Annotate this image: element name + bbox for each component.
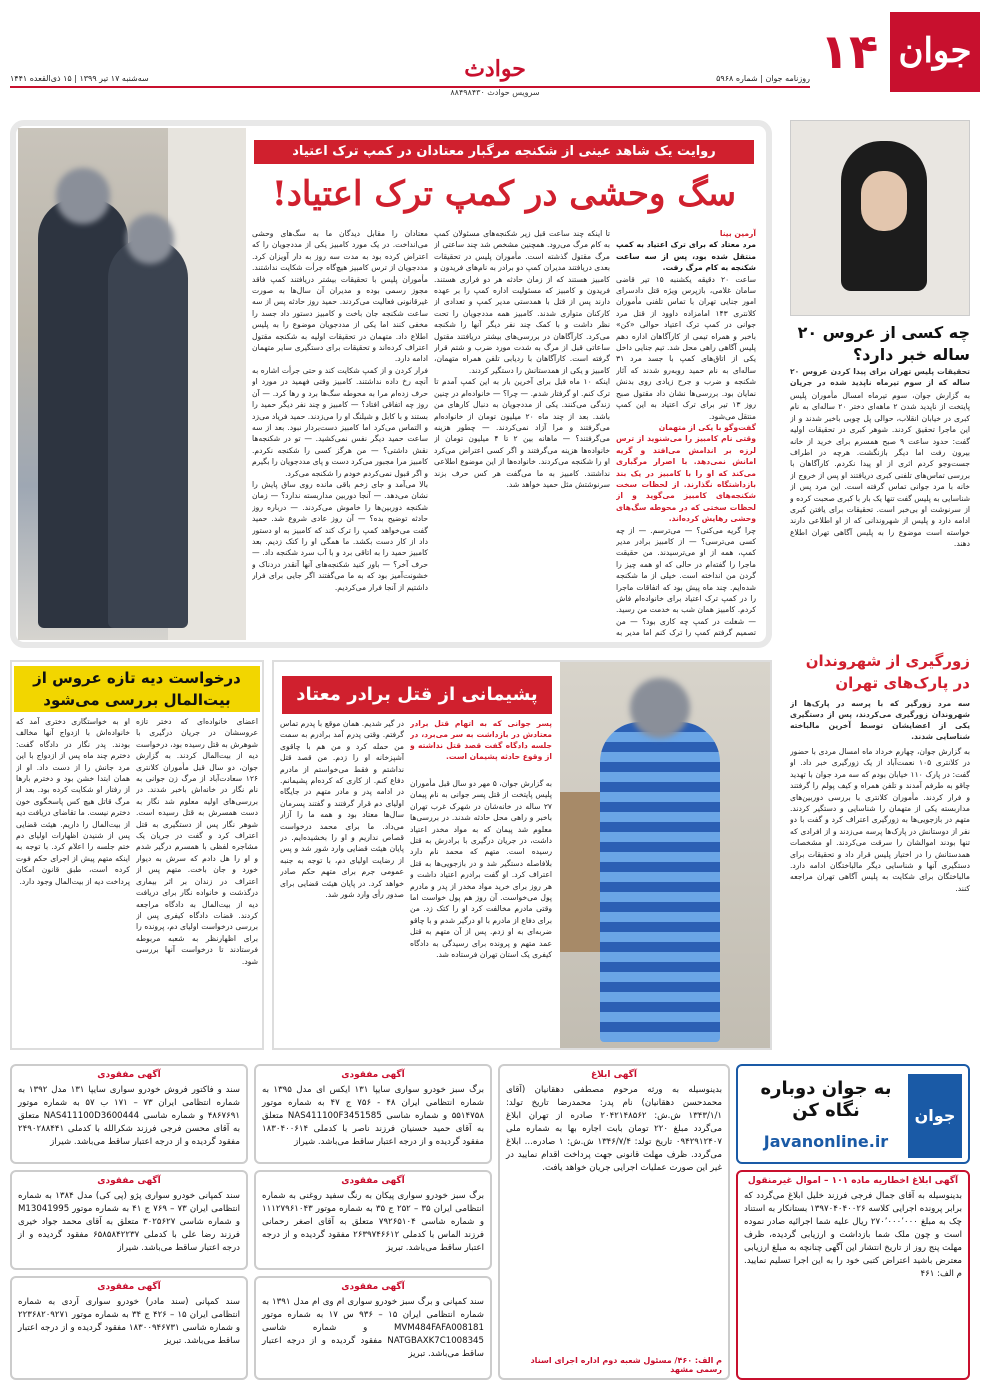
header-divider [10, 86, 810, 88]
blurred-face-3 [630, 678, 690, 738]
main-col3-text-c: بالا می‌آمد و جای زخم باقی مانده روی ساق پایش را نشان می‌دهد. — آنجا دوربین مداربسته ندارد؟ — زمان شکنجه دوربین‌ها را خاموش می‌کردند. — درباره روز حادثه توضیح بده؟ — آن روز عادی شروع شد. حمید گفت می‌خواهد کمپ را ترک کند که کامبیز به او دستور داد از کار دست بکشد. ما همگی او را کتک زدیم. بعد کامبیز حمید را به اتاقی برد و با آب سرد شکنجه داد. — حرف آخر؟ — باور کنید شکنجه‌های آنها آنقدر دردناک و خشونت‌آمیز بود که به ما می‌گفتند اگر جایی برای فرار داشتیم از آنجا فرار می‌کردیم. [252, 479, 428, 592]
issue-info: روزنامه جوان | شماره ۵۹۶۸ [716, 74, 810, 83]
ad-title: آگهی مفقودی [341, 1176, 405, 1186]
mid-col-1: به گزارش جوان، ۵ مهر دو سال قبل مأموران پلیس پایتخت از قتل پسر جوانی به نام پیمان ۲۷ ساله در خانه‌شان در شهرک غرب تهران باخبر و راهی محل حادثه شدند. در بررسی‌ها معلوم شد پیمان که به مواد مخدر اعتیاد داشت، در جریان درگیری با برادرش به قتل رسیده است. متهم که محمد نام دارد بلافاصله دستگیر شد و در بازجویی‌ها به قتل اعتراف کرد. او گفت برادرم اعتیاد داشت و هر روز برای خرید مواد مخدر از پدر و مادرم پول می‌خواست. آن روز هم پول خواست اما وقتی مادرم مخالفت کرد او را کتک زد. من برای دفاع از مادرم با او درگیر شدم و با چاقو ضربه‌ای به او زدم. پس از آن متهم به قتل عمد متهم و پرونده برای رسیدگی به دادگاه کیفری یک استان تهران فرستاده شد. [410, 779, 552, 960]
ad-body: بدینوسیله به آقای جمال فرجی فرزند خلیل ابلاغ می‌گردد که برابر پرونده اجرایی کلاسه ۱۳۹۷۰۴۰۴۰۰۲۶ بستانکار به استناد چک به مبلغ ۲۷۰٬۰۰۰٬۰۰۰ ریال علیه شما اجرائیه صادر نموده است و چون ملک شما بازداشت و ارزیابی گردیده، ظرف مهلت پنج روز از تاریخ انتشار این آگهی چنانچه به مبلغ ارزیابی معترض باشید اعتراض کتبی خود را به این اجرا تسلیم نمایید. م الف: ۴۶۱ [744, 1191, 963, 1279]
suspect-figure-2 [108, 238, 188, 628]
classified-ad-notice [498, 1064, 730, 1380]
missing-bride-photo [790, 120, 970, 316]
ad-body: سند و فاکتور فروش خودرو سواری سایپا ۱۳۱ مدل ۱۳۹۲ به شماره انتظامی ایران ۷۳ – ۱۷۱ ب ۵۷ به شماره موتور ۴۸۶۷۶۹۱ و شماره شاسی NAS411100D3600444 متعلق به آقای محسن فرجی فرزند شکرالله با کدملی ۲۴۹۰۲۸۸۴۴۱ مفقود گردیده و از درجه اعتبار ساقط می‌باشد. شیراز [18, 1085, 240, 1147]
ad-title: آگهی مفقودی [97, 1282, 161, 1292]
main-story-photo [18, 128, 246, 640]
right-story-lead: تحقیقات پلیس تهران برای پیدا کردن عروس ۲۰ ساله که از سوم تیرماه ناپدید شده در جریان [790, 367, 970, 387]
ad-body: بدینوسیله به ورثه مرحوم مصطفی دهقانیان (آقای محمدحسن دهقانیان) نام پدر: محمدرضا تاریخ تولد: ۱۳۴۳/۱/۱ ش.ش: ۲۰۴۲۱۴۸۵۶۲ صادره از تهران ابلاغ می‌گردد مبلغ ۲۲۰ تومان بابت اجاره بها به شماره ملی ۰۹۴۲۹۱۲۴۰۷ تاریخ تولد: ۱۳۴۶/۷/۴ ش.ش: ۱ صادره... ابلاغ می‌گردد. ظرف مهلت قانونی جهت پرداخت اقدام نمایید در غیر این صورت عملیات اجرایی جریان خواهد یافت. [506, 1085, 723, 1173]
ad-title: آگهی مفقودی [341, 1070, 405, 1080]
classified-ad [10, 1276, 248, 1380]
ad-title: آگهی ابلاغ [591, 1070, 637, 1080]
ad-body: سند کمپانی خودرو سواری پژو (پی کی) مدل ۱۳۸۴ به شماره انتظامی ایران ۷۳ – ۷۶۹ ج ۴۱ به شماره موتور M13041995 و شماره شاسی ۳۰۲۵۶۲۷ متعلق به آقای محمد جواد خیری فرزند رضا علی با کدملی ۶۵۸۵۸۴۲۲۳۷ مفقود گردیده و از درجه اعتبار ساقط می‌باشد. شیراز [18, 1191, 240, 1253]
main-col2-text-b: اینکه ۱۰ ماه قبل برای آخرین بار به این کمپ آمدم تا ترک کنم. او گرفتار شدم. — چرا؟ — خانواده‌ام در چنین زندگی می‌کنند. یکی از مددجویان به دنبال کارهای من باشد. بعد از چند ماه ۲۰ میلیون تومان از خانواده‌ام می‌گرفتند و مرا آزاد نمی‌کردند. — چطور هزینه می‌گرفتند؟ — ماهانه بین ۲ تا ۴ میلیون تومان از خانواده‌ها هزینه می‌گرفتند و اگر کسی اعتراض می‌کرد او را شکنجه می‌کردند. خانواده‌ها از این موضوع اطلاعی نداشتند. کامبیز به ما می‌گفت هر کس حرف بزند سرنوشتش مثل حمید خواهد شد. [434, 377, 610, 489]
right-story-body: به گزارش جوان، سوم تیرماه امسال مأموران پلیس پایتخت از ناپدید شدن ۲ ماهه‌ای دختر ۲۰ ساله‌ای به نام کبری در خیابان انقلاب، حوالی پل چوبی باخبر شدند و از این ماجرا تحقیق کردند. شوهر کبری در تحقیقات اولیه گفت: حدود ساعت ۹ صبح همسرم برای خرید از خانه بیرون رفت اما دیگر بازنگشت. هرچه در اطراف جست‌وجو کردم اثری از او پیدا نکردم. کارآگاهان با بررسی تماس‌های تلفنی کبری دریافتند او پس از خروج از خانه با مرد جوانی تماس گرفته است. این مرد پس از شناسایی به پلیس گفت تنها یک بار با کبری صحبت کرده و از سرنوشت او بی‌خبر است. تحقیقات برای یافتن کبری ادامه دارد و پلیس از شهروندانی که از او اطلاعی دارند خواسته است موضوع را به پلیس آگاهی تهران اطلاع دهند. [790, 391, 970, 549]
mid-story-lead: پسر جوانی که به اتهام قتل برادر معتادش در بازداشت به سر می‌برد، در جلسه دادگاه گفت قصد قتل نداشته و از وقوع حادثه پشیمان است. [410, 719, 552, 761]
classified-ad-legal [736, 1170, 970, 1380]
main-col-3 [252, 228, 428, 640]
page-number: ۱۴ [819, 24, 879, 80]
mid-col-2: در گیر شدیم. همان موقع با پدرم تماس گرفتم. وقتی پدرم آمد برادرم به سمت من حمله کرد و من هم با چاقوی آشپزخانه او را زدم. من قصد قتل نداشتم و فقط می‌خواستم از مادرم دفاع کنم. از کاری که کرده‌ام پشیمانم. در ادامه پدر و مادر متهم در جایگاه اولیای دم قرار گرفتند و گفتند پسرمان سال‌ها معتاد بود و همه ما را آزار می‌داد. ما برای محمد درخواست قصاص نداریم و او را بخشیده‌ایم. در پایان هیئت قضایی وارد شور شد و پس از رضایت اولیای دم، با توجه به جنبه عمومی جرم برای متهم حکم صادر خواهد کرد. در پایان هیئت قضایی برای صدور رأی وارد شور شد. [280, 719, 404, 900]
main-col2-text: تا اینکه چند ساعت قبل زیر شکنجه‌های مسئولان کمپ به کام مرگ می‌رود. همچنین مشخص شد چند ساعتی از مرگ مقتول گذشته است. مأموران پلیس در تحقیقات بعدی دریافتند مدیران کمپ دو برادر به نام‌های فریدون و کامبیز هستند که از زمان حادثه هر دو فراری هستند. فریدون و کامبیز که مسئولیت اداره کمپ را بر عهده دارند پس از قتل با همدستی مدیر کمپ و تعدادی از کارکنان متواری شدند. کامبیز همه مددجویان را تحت نظر داشت و با کمک چند نفر دیگر آنها را شکنجه می‌کرد. کارآگاهان در بررسی‌های بیشتر دریافتند مقتول ساعاتی قبل از مرگ به شدت مورد ضرب و شتم قرار گرفته است. کارآگاهان با ردیابی تلفن همراه متهمان، کامبیز و یکی از همدستانش را دستگیر کردند. [434, 229, 610, 375]
right-story2-title: زورگیری از شهروندان در پارک‌های تهران [805, 652, 970, 692]
ad-body: برگ سبز خودرو سواری سایپا ۱۳۱ ایکس ای مدل ۱۳۹۵ به شماره انتظامی ایران ۴۸ - ۷۵۶ ج ۴۷ به شماره موتور ۵۵۱۴۷۵۸ و شماره شاسی NAS411100F3451585 متعلق به آقای حمید حسنیان فرزند ناصر با کدملی ۱۸۳۰۴۰۰۶۱۴ مفقود گردیده و از درجه اعتبار ساقط می‌باشد. شیراز [262, 1085, 484, 1147]
section-phone: سرویس حوادث ۸۸۴۹۸۴۳۰ [450, 88, 540, 97]
mid-story-title: پشیمانی از قتل برادر معتاد [282, 676, 552, 714]
right-story2-body: به گزارش جوان، چهارم خرداد ماه امسال مردی با حضور در کلانتری ۱۰۵ نعمت‌آباد از یک زورگیری خبر داد. او گفت: در پارک ۱۱۰ خیابان بودم که سه مرد جوان با تهدید چاقو به طرفم آمدند و تلفن همراه و کیف پولم را گرفتند و فرار کردند. مأموران کلانتری با بررسی دوربین‌های مداربسته یکی از متهمان را شناسایی و دستگیر کردند. متهم در بازجویی‌ها به زورگیری اعتراف کرد و گفت با دو نفر از دوستانش در پارک‌ها پرسه می‌زدند و از افرادی که تنها بودند اموالشان را سرقت می‌کردند. او مشخصات همدستانش را در اختیار پلیس قرار داد و تحقیقات برای دستگیری آنها و شناسایی دیگر مالباختگان ادامه دارد. مالباختگان برای شکایت به پلیس آگاهی تهران مراجعه کنند. [790, 747, 970, 893]
javan-promo[interactable] [736, 1064, 970, 1164]
main-headline: سگ وحشی در کمپ ترک اعتیاد! [271, 174, 737, 214]
ad-body: سند کمپانی و برگ سبز خودرو سواری ام وی ام مدل ۱۳۹۱ به شماره انتظامی ایران ۱۵ – ۹۳۶ س ۱۷ به شماره موتور MVM484FAFA008181 و شماره شاسی NATGBAXK7C1008345 مفقود گردیده و از درجه اعتبار ساقط می‌باشد. تبریز [262, 1297, 485, 1359]
section-title: حوادث [464, 56, 526, 82]
right-story2-lead: سه مرد زورگیر که با پرسه در پارک‌ها از شهروندان زورگیری می‌کردند، پس از دستگیری یکی از اعضایشان توسط آخرین مالباخته شناسایی شدند. [790, 699, 970, 741]
main-col3-text: معتادان را مقابل دیدگان ما به سگ‌های وحشی می‌انداخت. در یک مورد کامبیز یکی از مددجویان را که اعتراض کرده بود به مدت سه روز به دار آویزان کرد. مددجویان از ترس کامبیز هیچ‌گاه جرأت شکایت نداشتند. مأموران پلیس با تحقیقات بیشتر دریافتند کمپ فاقد مجوز رسمی بوده و مدیران آن سال‌ها به صورت غیرقانونی فعالیت می‌کردند. حمید روز حادثه پس از سه ساعت شکنجه جان باخت و کامبیز دستور داد جسد را مخفی کنند اما یکی از مددجویان موضوع را به پلیس اطلاع داد. متهمان در تحقیقات اولیه به شکنجه مقتول اعتراف کرده‌اند و تحقیقات برای دستگیری سایر متهمان ادامه دارد. [252, 229, 428, 364]
main-lead: مرد معتاد که برای ترک اعتیاد به کمپ منتقل شده بود، پس از سه ساعت شکنجه به کام مرگ رفت. [616, 240, 756, 273]
main-col-1 [616, 228, 756, 640]
javan-promo-text: به جوان دوباره نگاه کن [760, 1078, 892, 1121]
javan-url-link[interactable]: Javanonline.ir [763, 1132, 889, 1151]
right-story-title: چه کسی از عروس ۲۰ ساله خبر دارد؟ [797, 323, 970, 364]
classified-ad [254, 1170, 492, 1270]
header-date: سه‌شنبه ۱۷ تیر ۱۳۹۹ | ۱۵ ذی‌القعده ۱۴۴۱ [10, 74, 149, 83]
left-col-1: اعضای خانواده‌ای که دختر تازه عروسشان در جریان درگیری با شوهرش به قتل رسیده بود، درخواست دیه از بیت‌المال کردند. به گزارش جوان، دو سال قبل مأموران کلانتری ۱۲۶ سعادت‌آباد از مرگ زن جوانی به نام نگار در خانه‌اش باخبر شدند. در بررسی‌های اولیه معلوم شد نگار به دست همسرش به قتل رسیده است. شوهر نگار پس از دستگیری به قتل اعتراف کرد و گفت در جریان یک مشاجره لفظی با همسرم درگیر شدم و او را هل دادم که سرش به دیوار خورد و جان باخت. متهم پس از اعتراف در زندان بر اثر بیماری درگذشت و خانواده نگار برای دریافت دیه از بیت‌المال به دادگاه مراجعه کردند. قضات دادگاه کیفری پس از بررسی درخواست اولیای دم، پرونده را برای اظهارنظر به شعبه مربوطه فرستادند تا درخواست آنها بررسی شود. [136, 717, 258, 966]
main-col1-text: ساعت ۲۰ دقیقه یکشنبه ۱۵ تیر قاضی سامان غلامی، بازپرس ویژه قتل دادسرای امور جنایی تهران با تماس تلفنی مأموران کلانتری ۱۴۳ امامزاده داوود از قتل مرد جوانی در کمپ ترک اعتیاد حوالی «کن» باخبر و همراه تیمی از کارآگاهان اداره دهم پلیس آگاهی راهی محل شد. تیم جنایی داخل یکی از اتاق‌های کمپ با جسد مرد ۳۱ ساله‌ای به نام حمید روبه‌رو شدند که آثار شکنجه و ضرب و جرح زیادی روی بدنش نمایان بود. بررسی‌ها نشان داد مقتول صبح روز ۱۳ تیر برای ترک اعتیاد به این کمپ منتقل می‌شود. [616, 274, 756, 421]
ad-title: آگهی مفقودی [341, 1282, 405, 1292]
classified-ad [254, 1276, 492, 1380]
main-kicker: روایت یک شاهد عینی از شکنجه مرگبار معتادان در کمپ ترک اعتیاد [254, 140, 754, 164]
ad-footer: م الف: ۴۶۰/ مسئول شعبه دوم اداره اجرای اسناد رسمی مشهد [530, 1356, 722, 1374]
left-story-title: درخواست دیه تازه عروس از بیت‌المال بررسی می‌شود [14, 666, 260, 712]
mid-story-photo [560, 662, 770, 1048]
left-col-2: او به خواستگاری دختری آمد که خانواده‌اش با ازدواج آنها مخالف بودند. پدر نگار در دادگاه گفت: دخترم چند ماه پس از ازدواج با این مرد جانش را از دست داد. او از همان ابتدا خشن بود و دخترم بارها از رفتار او شکایت کرده بود. بعد از مرگ قاتل هیچ کس پاسخگوی خون دخترم نیست. ما تقاضای دریافت دیه از بیت‌المال را داریم. هیئت قضایی پس از شنیدن اظهارات اولیای دم ختم جلسه را اعلام کرد. با توجه به اینکه متهم پیش از اجرای حکم فوت کرده است، طبق قانون امکان پرداخت دیه از بیت‌المال وجود دارد. [16, 717, 130, 886]
javan-logo: جوان [908, 1074, 962, 1158]
ad-title: آگهی ابلاغ اخطاریه ماده ۱۰۱ – اموال غیرمنقول [747, 1176, 959, 1186]
classified-ad [10, 1064, 248, 1164]
ad-title: آگهی مفقودی [97, 1176, 161, 1186]
main-pullquote: وقتی نام کامبیز را می‌شنوید از ترس لرزه بر اندامش می‌افتد و گریه امانش نمی‌دهد. با اصرار مرگباری می‌کند که او را با کامبیز در یک بند بازداشتگاه نگذارند. از لحظات سخت شکنجه‌های کامبیز می‌گوید و از لحظات سختی که در محوطه سگ‌های وحشی رهایش کرده‌اند. [616, 434, 756, 524]
masthead-logo: جوان [890, 12, 980, 92]
ad-title: آگهی مفقودی [97, 1070, 161, 1080]
ad-body: سند کمپانی (سند مادر) خودرو سواری آردی به شماره انتظامی ایران ۱۵ – ۴۲۶ ج ۳۴ به شماره موتور ۲۲۳۶۸۲۰۹۲۷۱ و شماره شاسی ۱۸۳۰۰۹۴۶۷۳۱ مفقود گردیده و از درجه اعتبار ساقط می‌باشد. تبریز [18, 1297, 240, 1346]
inmate-figure [600, 722, 720, 1042]
main-subhead: گفت‌وگو با یکی از متهمان [658, 422, 756, 432]
blurred-face-2 [126, 214, 174, 264]
ad-body: برگ سبز خودرو سواری پیکان به رنگ سفید روغنی به شماره انتظامی ایران ۳۵ – ۲۵۲ ج ۳۵ به شماره موتور ۱۱۱۲۷۹۶۱۰۴۳ و شماره شاسی ۷۹۲۶۵۱۰۴ متعلق به آقای اصغر رحمانی فرزند الماس با کدملی ۲۶۳۹۷۴۶۶۱۲ مفقود گردیده و از درجه اعتبار ساقط می‌باشد. تبریز [262, 1191, 485, 1253]
classified-ad [10, 1170, 248, 1270]
blurred-face-1 [56, 168, 110, 224]
main-col3-text-b: فرار کردن و از کمپ شکایت کند و حتی جرأت اشاره به آنچه رخ داده نداشتند. کامبیز وقتی فهمید در مورد او حرف زده‌ام مرا به محوطه سگ‌ها برد و رها کرد. — آن روز چه اتفاقی افتاد؟ — کامبیز و چند نفر دیگر حمید را بستند و با کابل و شیلنگ او را می‌زدند. حمید فریاد می‌زد و التماس می‌کرد اما کامبیز دست‌بردار نبود. بعد از سه ساعت حمید دیگر نفس نمی‌کشید. — تو در شکنجه‌ها نقش داشتی؟ — من هرگز کسی را شکنجه نکردم. کامبیز مرا مجبور می‌کرد دست و پای مددجویان را بگیرم و اگر قبول نمی‌کردم خودم را شکنجه می‌کرد. [252, 365, 428, 478]
main-col1-qa: چرا گریه می‌کنی؟ — می‌ترسم. — از چه کسی می‌ترسی؟ — از کامبیز برادر مدیر کمپ، همه از او می‌ترسیدند. من حقیقت ماجرا را گفته‌ام در حالی که او همه چیز را گردن من انداخته است. خیلی از ما شکنجه شده‌ایم. چند ماه پیش بود که اتفاقات ماجرا را در کمپ ترک اعتیاد برای خانواده‌ام فاش کردم. کامبیز همان شب به خدمت من رسید. — شغلت در کمپ چه کاری بود؟ — من تصمیم گرفتم کمپ را ترک کنم اما مدیر به [616, 525, 756, 638]
byline: آرمین بینا [719, 229, 756, 238]
main-col-2 [434, 228, 610, 640]
classified-ad [254, 1064, 492, 1164]
